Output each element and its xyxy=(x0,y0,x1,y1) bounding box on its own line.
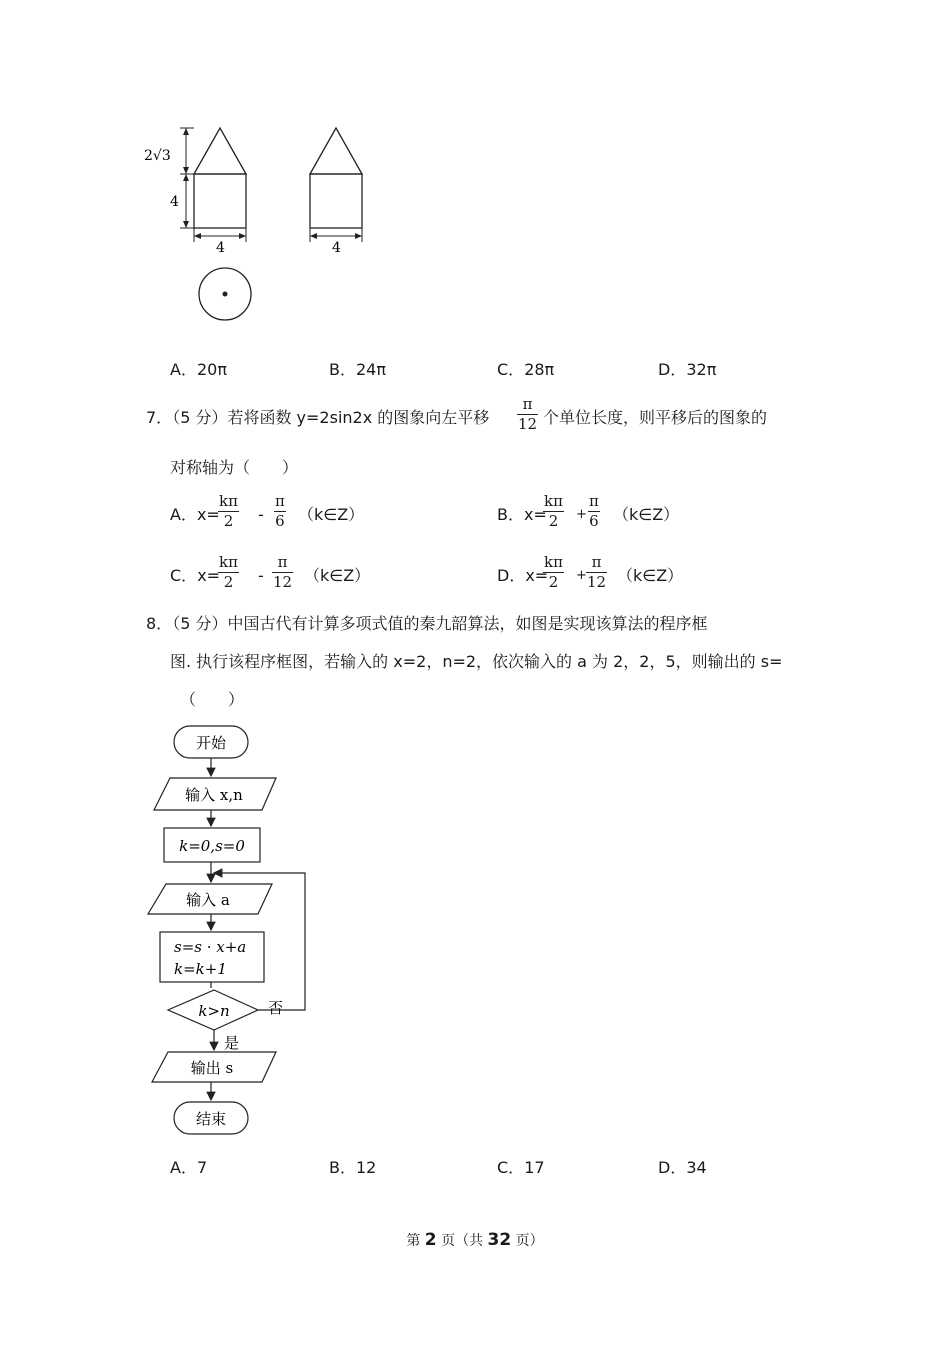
q7-shift-fraction: π 12 xyxy=(518,395,538,433)
dim-height-bottom: 4 xyxy=(170,194,179,210)
q7-option-a-frac1: kπ 2 xyxy=(219,492,238,530)
flow-end-label: 结束 xyxy=(195,1110,227,1128)
front-view-triangle xyxy=(194,128,246,174)
q7-option-c-frac1: kπ 2 xyxy=(219,553,238,591)
q7-option-c: C．x= xyxy=(170,566,221,585)
dim-height-top: 2√3 xyxy=(144,148,171,164)
flow-output-label: 输出 s xyxy=(190,1059,234,1077)
q7-stem-before: 若将函数 y=2sin2x 的图象向左平移 xyxy=(227,408,490,427)
page-number: 2 xyxy=(424,1230,437,1250)
q7-option-a-frac2: π 6 xyxy=(275,492,285,530)
flow-no-label: 否 xyxy=(268,999,284,1017)
q7-stem-line1 xyxy=(146,408,489,428)
q8-option-b: B．12 xyxy=(329,1158,377,1177)
q7-option-c-suffix: （k∈Z） xyxy=(304,566,371,585)
q7-option-d-op: + xyxy=(576,568,587,583)
q7-option-a-op: - xyxy=(258,505,264,524)
q8-option-d: D．34 xyxy=(658,1158,707,1177)
q7-option-d-suffix: （k∈Z） xyxy=(617,566,684,585)
q7-option-c-frac2: π 12 xyxy=(273,553,293,591)
q8-number: 8． xyxy=(146,614,173,633)
flow-yes-label: 是 xyxy=(224,1034,240,1052)
q8-stem-line1: 8．（5 分）中国古代有计算多项式值的秦九韶算法，如图是实现该算法的程序框 xyxy=(146,614,708,633)
flow-input-xn-label: 输入 x,n xyxy=(185,786,243,804)
q7-stem-after: 个单位长度，则平移后的图象的 xyxy=(543,408,768,427)
side-view-triangle xyxy=(310,128,362,174)
q8-option-a: A．7 xyxy=(170,1158,208,1177)
dim-width-side: 4 xyxy=(332,240,341,256)
side-view-square xyxy=(310,174,362,228)
front-view-square xyxy=(194,174,246,228)
q7-option-d: D．x= xyxy=(497,566,549,585)
q7-option-b-frac2: π 6 xyxy=(589,492,599,530)
q7-option-d-frac2: π 12 xyxy=(587,553,607,591)
q7-number: 7． xyxy=(146,408,173,427)
flow-decision-label: k>n xyxy=(198,1002,230,1020)
q6-option-c: C．28π xyxy=(497,360,555,379)
q7-option-d-frac1: kπ 2 xyxy=(544,553,563,591)
flow-start-label: 开始 xyxy=(195,734,227,752)
flow-calc-line1: s=s · x+a xyxy=(174,938,247,956)
q6-option-a: A．20π xyxy=(170,360,227,379)
page-footer: 第 2 页（共 32 页） xyxy=(406,1230,544,1250)
q8-stem-line2: 图. 执行该程序框图，若输入的 x=2，n=2，依次输入的 a 为 2，2，5，则输出的 s= xyxy=(170,652,783,671)
q7-option-b-suffix: （k∈Z） xyxy=(613,505,680,524)
three-view-figure xyxy=(140,120,380,330)
q6-option-d: D．32π xyxy=(658,360,717,379)
flowchart xyxy=(140,720,340,1140)
q7-option-b-frac1: kπ 2 xyxy=(544,492,563,530)
flow-input-a-label: 输入 a xyxy=(186,891,230,909)
q7-option-b: B．x= xyxy=(497,505,547,524)
flow-init-label: k=0,s=0 xyxy=(179,837,245,855)
q8-stem-line3: （ ） xyxy=(180,690,245,709)
q7-option-a: A．x= xyxy=(170,505,220,524)
q8-option-c: C．17 xyxy=(497,1158,545,1177)
top-view-center-dot xyxy=(223,292,228,297)
q7-option-a-suffix: （k∈Z） xyxy=(298,505,365,524)
q6-option-b: B．24π xyxy=(329,360,386,379)
q7-score: （5 分） xyxy=(172,408,228,427)
flow-calc-line2: k=k+1 xyxy=(174,960,227,978)
dim-width-front: 4 xyxy=(216,240,225,256)
q7-option-b-op: + xyxy=(576,507,587,522)
page-total: 32 xyxy=(487,1230,512,1250)
q7-stem-line2: 对称轴为（ ） xyxy=(170,458,299,477)
q7-option-c-op: - xyxy=(258,566,264,585)
